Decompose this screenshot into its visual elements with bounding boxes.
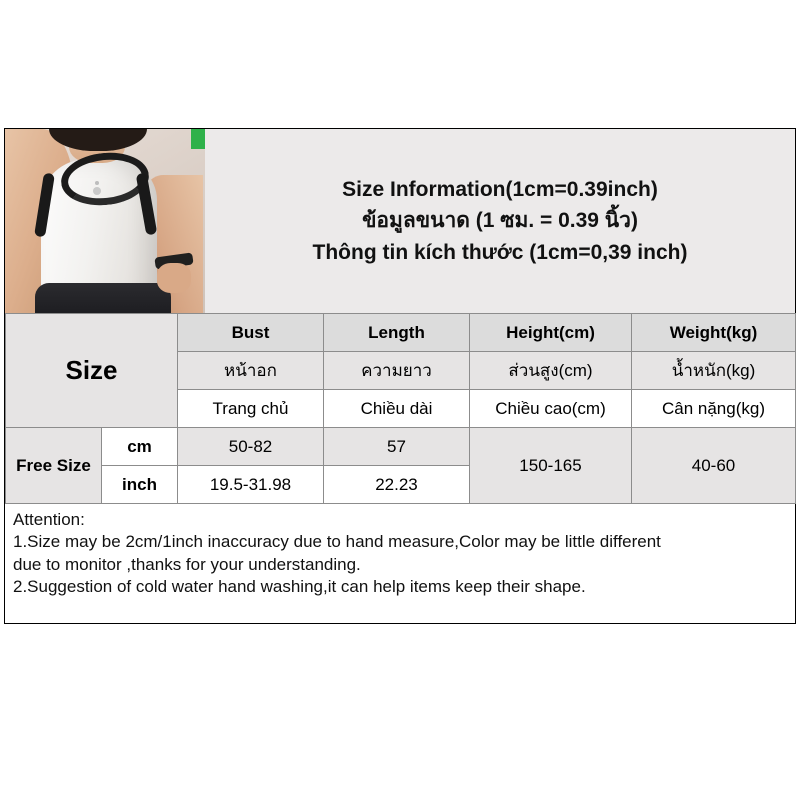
attention-line-1: 1.Size may be 2cm/1inch inaccuracy due to hand measure,Color may be little different: [13, 532, 661, 552]
table-row-cm: [6, 428, 796, 466]
value-bust-inch: 19.5-31.98: [178, 466, 324, 504]
size-table: [5, 313, 796, 504]
header-bust-th: หน้าอก: [178, 352, 324, 390]
attention-line-3: 2.Suggestion of cold water hand washing,it can help items keep their shape.: [13, 577, 586, 597]
header-length-vi: Chiều dài: [324, 390, 470, 428]
header-weight-th: น้ำหนัก(kg): [632, 352, 796, 390]
card-top-region: [5, 129, 795, 313]
value-length-cm: 57: [324, 428, 470, 466]
garment-hem: [35, 283, 171, 313]
value-bust-cm: 50-82: [178, 428, 324, 466]
attention-block: [5, 504, 795, 623]
green-corner-marker-icon: [191, 129, 205, 149]
title-english: Size Information(1cm=0.39inch): [342, 178, 658, 202]
header-weight-en: Weight(kg): [632, 314, 796, 352]
unit-cm: cm: [102, 428, 178, 466]
value-length-inch: 22.23: [324, 466, 470, 504]
header-height-th: ส่วนสูง(cm): [470, 352, 632, 390]
necklace-pendant: [93, 187, 101, 195]
table-row-headers-en: [6, 314, 796, 352]
header-weight-vi: Cân nặng(kg): [632, 390, 796, 428]
attention-title: Attention:: [13, 510, 85, 529]
size-label-cell: Size: [6, 314, 178, 428]
header-length-th: ความยาว: [324, 352, 470, 390]
header-height-en: Height(cm): [470, 314, 632, 352]
unit-inch: inch: [102, 466, 178, 504]
value-weight-range: 40-60: [632, 428, 796, 504]
title-thai: ข้อมูลขนาด (1 ซม. = 0.39 นิ้ว): [362, 209, 638, 233]
header-bust-en: Bust: [178, 314, 324, 352]
product-photo: [5, 129, 205, 313]
attention-line-2: due to monitor ,thanks for your understanding.: [13, 554, 361, 574]
header-height-vi: Chiều cao(cm): [470, 390, 632, 428]
title-vietnamese: Thông tin kích thước (1cm=0,39 inch): [312, 240, 688, 264]
header-bust-vi: Trang chủ: [178, 390, 324, 428]
size-chart-card: [4, 128, 796, 624]
header-length-en: Length: [324, 314, 470, 352]
value-height-range: 150-165: [470, 428, 632, 504]
title-block: [205, 129, 795, 313]
model-hand: [157, 263, 191, 293]
row-label-free-size: Free Size: [6, 428, 102, 504]
